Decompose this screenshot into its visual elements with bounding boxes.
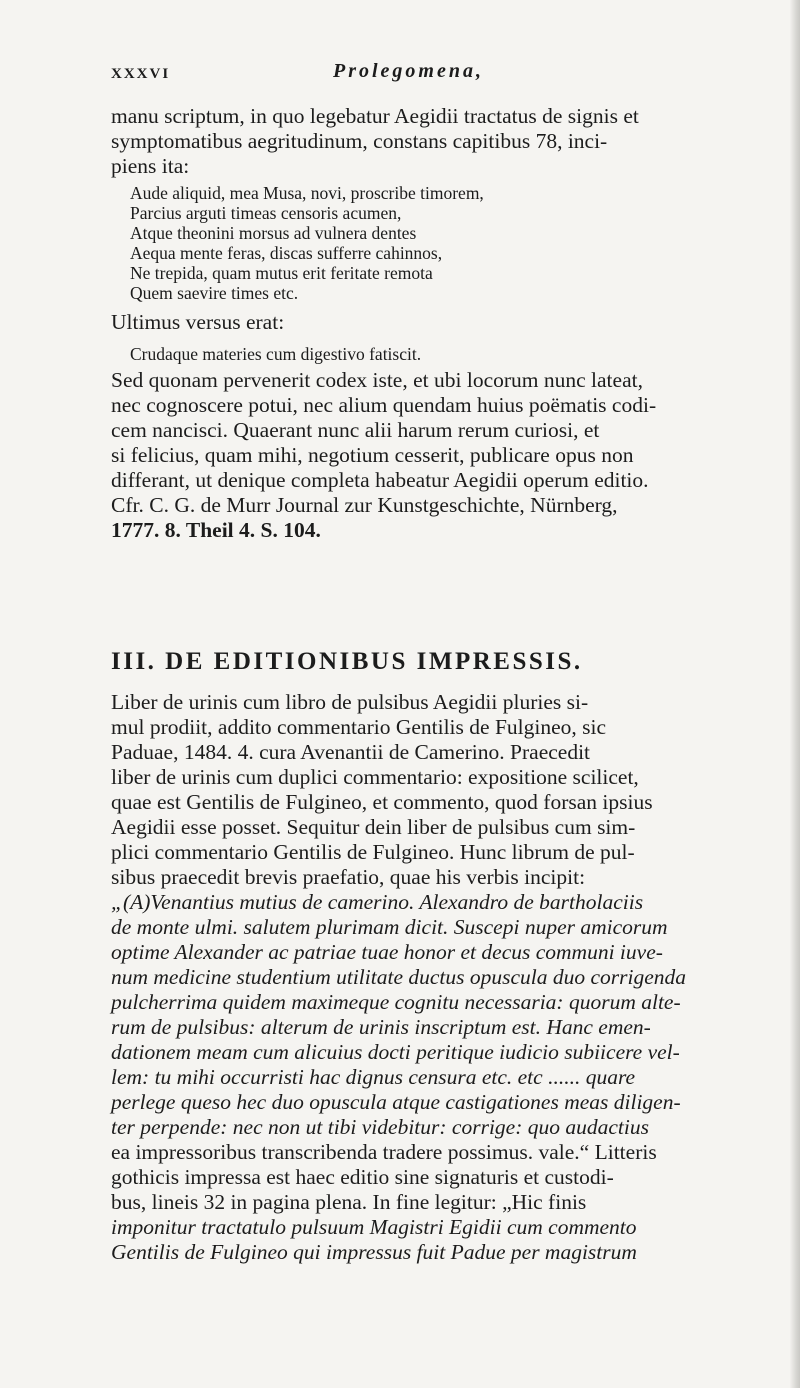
verse-line: Aude aliquid, mea Musa, novi, proscribe timorem, xyxy=(130,183,484,203)
text-line: ea impressoribus transcribenda tradere possimus. vale.“ Litteris xyxy=(111,1140,657,1164)
quoted-line: „(A)Venantius mutius de camerino. Alexandro de bartholaciis xyxy=(111,890,644,914)
verse-line: Parcius arguti timeas censoris acumen, xyxy=(130,203,402,223)
running-title: Prolegomena, xyxy=(333,60,484,82)
text-line: plici commentario Gentilis de Fulgineo. Hunc librum de pul- xyxy=(111,840,635,864)
quoted-line: lem: tu mihi occurristi hac dignus censura etc. etc ...... quare xyxy=(111,1065,636,1089)
quoted-line: pulcherrima quidem maximeque cognitu necessaria: quorum alte- xyxy=(111,990,681,1014)
text-line: piens ita: xyxy=(111,154,190,178)
text-line: Paduae, 1484. 4. cura Avenantii de Camerino. Praecedit xyxy=(111,740,591,764)
text-line: Cfr. C. G. de Murr Journal zur Kunstgeschichte, Nürnberg, xyxy=(111,493,618,517)
paragraph-padua-edition xyxy=(111,740,781,1265)
text-line: sibus praecedit brevis praefatio, quae his verbis incipit: xyxy=(111,865,586,889)
text-line: Ultimus versus erat: xyxy=(111,310,285,334)
text-line: mul prodiit, addito commentario Gentilis de Fulgineo, sic xyxy=(111,715,607,739)
verse-line: Quem saevire times etc. xyxy=(130,283,299,303)
verse-line: Crudaque materies cum digestivo fatiscit. xyxy=(130,344,422,364)
text-line: 1777. 8. Theil 4. S. 104. xyxy=(111,518,321,542)
text-line: quae est Gentilis de Fulgineo, et commento, quod forsan ipsius xyxy=(111,790,653,814)
text-line: gothicis impressa est haec editio sine signaturis et custodi- xyxy=(111,1165,614,1189)
text-line: Liber de urinis cum libro de pulsibus Aegidii pluries si- xyxy=(111,690,589,714)
text-line: Sed quonam pervenerit codex iste, et ubi locorum nunc lateat, xyxy=(111,368,643,392)
text-line: symptomatibus aegritudinum, constans capitibus 78, inci- xyxy=(111,129,608,153)
page-gutter-shadow xyxy=(790,0,800,1388)
section-heading: III. DE EDITIONIBUS IMPRESSIS. xyxy=(111,648,583,675)
verse-block xyxy=(130,183,780,303)
quoted-line: num medicine studentium utilitate ductus opuscula duo corrigenda xyxy=(111,965,687,989)
verse-line: Aequa mente feras, discas sufferre cahinnos, xyxy=(130,243,443,263)
text-line: nec cognoscere potui, nec alium quendam huius poëmatis codi- xyxy=(111,393,657,417)
text-line: si felicius, quam mihi, negotium cesserit, publicare opus non xyxy=(111,443,634,467)
quoted-line: rum de pulsibus: alterum de urinis inscriptum est. Hanc emen- xyxy=(111,1015,651,1039)
text-line: liber de urinis cum duplici commentario: expositione scilicet, xyxy=(111,765,639,789)
quoted-line: de monte ulmi. salutem plurimam dicit. Suscepi nuper amicorum xyxy=(111,915,668,939)
running-header xyxy=(111,62,671,84)
paragraph-editions xyxy=(111,690,781,740)
intro-paragraph xyxy=(111,104,781,179)
text-line: manu scriptum, in quo legebatur Aegidii tractatus de signis et xyxy=(111,104,639,128)
verse-line: Atque theonini morsus ad vulnera dentes xyxy=(130,223,417,243)
last-verse-intro xyxy=(111,310,781,335)
text-line: cem nancisci. Quaerant nunc alii harum rerum curiosi, et xyxy=(111,418,600,442)
paragraph-codex xyxy=(111,368,781,543)
text-line: Aegidii esse posset. Sequitur dein liber de pulsibus cum sim- xyxy=(111,815,636,839)
page-number: XXXVI xyxy=(111,66,171,82)
text-line: bus, lineis 32 in pagina plena. In fine legitur: „Hic finis xyxy=(111,1190,587,1214)
text-line: differant, ut denique completa habeatur Aegidii operum editio. xyxy=(111,468,649,492)
quoted-line: optime Alexander ac patriae tuae honor et decus communi iuve- xyxy=(111,940,663,964)
quoted-line: imponitur tractatulo pulsuum Magistri Egidii cum commento xyxy=(111,1215,637,1239)
quoted-line: ter perpende: nec non ut tibi videbitur: corrige: quo audactius xyxy=(111,1115,649,1139)
verse-line: Ne trepida, quam mutus erit feritate remota xyxy=(130,263,433,283)
quoted-line: dationem meam cum alicuius docti peritique iudicio subiicere vel- xyxy=(111,1040,680,1064)
quoted-line: Gentilis de Fulgineo qui impressus fuit Padue per magistrum xyxy=(111,1240,637,1264)
quoted-line: perlege queso hec duo opuscula atque castigationes meas diligen- xyxy=(111,1090,681,1114)
verse-single xyxy=(130,344,780,364)
